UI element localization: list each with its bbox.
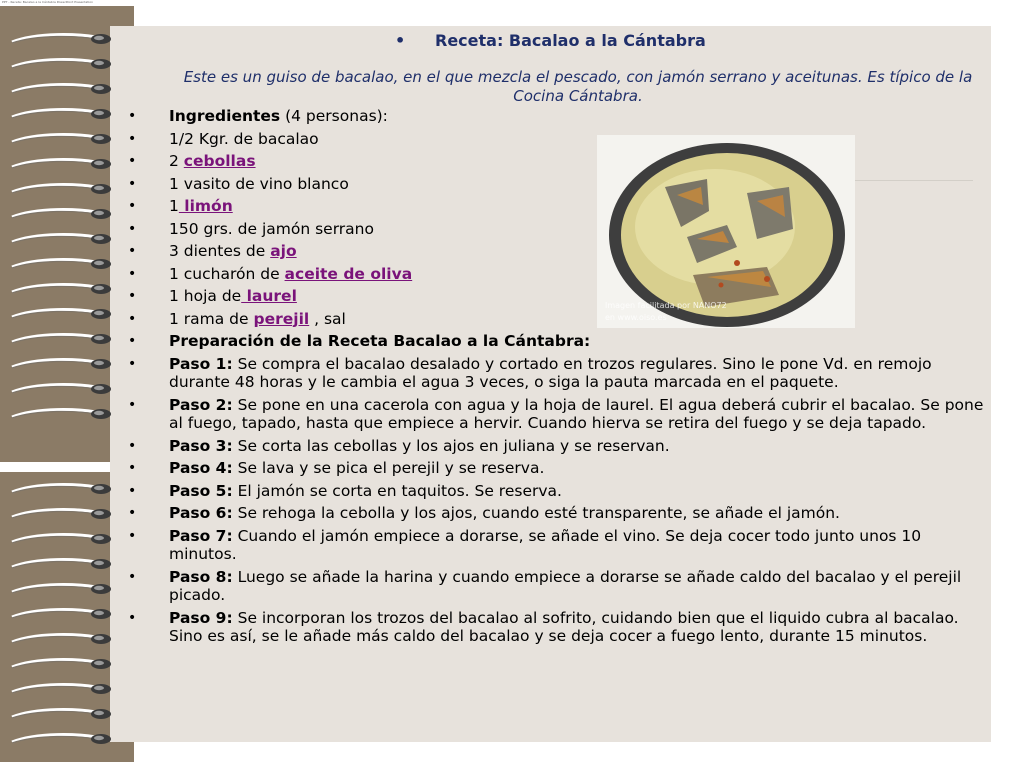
list-item-step (128, 437, 990, 456)
bullet-icon: • (128, 265, 137, 282)
limon-link[interactable]: limón (178, 197, 233, 215)
spiral-ring (8, 605, 111, 623)
bullet-icon: • (128, 310, 137, 327)
step-text: Cuando el jamón empiece a dorarse, se añade el vino. Se deja cocer todo junto unos 10 minutos. (169, 526, 922, 563)
photo-credit-line1: Imagen facilitada por NANO72 (605, 301, 727, 310)
spiral-ring (8, 330, 111, 348)
ingredients-heading: Ingredientes (169, 107, 281, 125)
list-item-step (128, 609, 990, 646)
step-text: Se pone en una cacerola con agua y la hoja de laurel. El agua deberá cubrir el bacalao. Se pone al fuego, tapado, hasta que empiece a hervir. Cuando hierva se retira del fuego y se deja tapado. (169, 395, 984, 432)
bullet-icon: • (128, 175, 137, 192)
bullet-icon: • (128, 220, 137, 237)
ingredient-bacalao: 1/2 Kgr. de bacalao (169, 129, 319, 148)
list-item-step (128, 527, 990, 564)
step-label: Paso 5: (169, 481, 233, 500)
list-item-limon (128, 197, 990, 216)
bullet-icon: • (128, 243, 137, 259)
step-label: Paso 2: (169, 395, 233, 414)
ingredient-vino: 1 vasito de vino blanco (169, 174, 349, 193)
spiral-ring (8, 480, 111, 498)
list-item-step (128, 504, 990, 523)
bullet-icon: • (128, 198, 137, 214)
bullet-icon: • (128, 437, 137, 454)
list-item-cebollas (128, 152, 990, 171)
bullet-icon: • (128, 333, 137, 349)
recipe-list (128, 107, 990, 650)
ingredient-laurel-prefix: 1 hoja de (169, 287, 242, 305)
bullet-icon: • (128, 396, 137, 413)
spiral-ring (8, 680, 111, 698)
perejil-link[interactable]: perejil (253, 309, 310, 328)
step-label: Paso 1: (169, 354, 233, 373)
spiral-ring (8, 630, 111, 648)
ingredient-aceite-prefix: 1 cucharón de (169, 264, 285, 283)
recipe-title: Receta: Bacalao a la Cántabra (435, 31, 706, 50)
list-item-step (128, 482, 990, 501)
bullet-icon: • (128, 568, 137, 585)
step-label: Paso 8: (169, 567, 233, 586)
list-item-ajo (128, 242, 990, 261)
list-item-preparation-heading (128, 332, 990, 351)
step-label: Paso 3: (169, 436, 233, 455)
spiral-ring (8, 505, 111, 523)
list-item-perejil (128, 310, 990, 329)
step-text: El jamón se corta en taquitos. Se reserva. (232, 481, 562, 500)
spiral-ring (8, 230, 111, 248)
spiral-ring (8, 405, 111, 423)
ingredient-limon-prefix: 1 (169, 197, 179, 215)
list-item-ingredients-heading (128, 107, 990, 126)
ingredient-perejil-prefix: 1 rama de (169, 309, 254, 328)
spiral-ring (8, 155, 111, 173)
spiral-ring (8, 555, 111, 573)
spiral-ring (8, 80, 111, 98)
bullet-icon: • (128, 108, 137, 124)
ingredient-jamon: 150 grs. de jamón serrano (169, 219, 374, 238)
spiral-ring (8, 380, 111, 398)
step-label: Paso 6: (169, 504, 233, 522)
ingredient-cebollas-prefix: 2 (169, 152, 184, 170)
list-item-vino (128, 175, 990, 194)
spiral-ring (8, 205, 111, 223)
bullet-icon: • (395, 31, 406, 50)
step-text: Se rehoga la cebolla y los ajos, cuando esté transparente, se añade el jamón. (232, 504, 840, 522)
step-text: Luego se añade la harina y cuando empiece a dorarse se añade caldo del bacalao y el perejil picado. (169, 567, 962, 604)
bullet-icon: • (128, 609, 137, 626)
spiral-ring (8, 730, 111, 748)
step-label: Paso 7: (169, 526, 233, 545)
spiral-ring (8, 655, 111, 673)
preparation-heading: Preparación de la Receta Bacalao a la Cántabra: (169, 332, 591, 350)
list-item-step (128, 355, 990, 392)
step-text: Se compra el bacalao desalado y cortado en trozos regulares. Sino le pone Vd. en remojo durante 48 horas y le cambia el agua 3 veces, o siga la pauta marcada en el paquete. (169, 354, 932, 391)
spiral-ring (8, 530, 111, 548)
spiral-ring (8, 705, 111, 723)
spiral-ring (8, 355, 111, 373)
bullet-icon: • (128, 288, 137, 304)
laurel-link[interactable]: laurel (241, 287, 297, 305)
spiral-ring (8, 305, 111, 323)
list-item-aceite (128, 265, 990, 284)
spiral-ring (8, 580, 111, 598)
spiral-ring (8, 280, 111, 298)
ingredient-perejil-suffix: , sal (309, 309, 346, 328)
photo-credit-line2: en www.oiso.es (605, 313, 667, 322)
step-label: Paso 4: (169, 459, 233, 477)
recipe-intro: Este es un guiso de bacalao, en el que mezcla el pescado, con jamón serrano y aceitunas. Es típico de la Cocina Cántabra. (183, 68, 973, 105)
bullet-icon: • (128, 460, 137, 476)
step-text: Se incorporan los trozos del bacalao al sofrito, cuidando bien que el liquido cubra al bacalao. Sino es así, se le añade más caldo del bacalao y se deja cocer a fuego lento, durante 15 minutos. (169, 608, 959, 645)
spiral-ring (8, 255, 111, 273)
step-label: Paso 9: (169, 608, 233, 627)
spiral-ring (8, 55, 111, 73)
list-item-step (128, 396, 990, 433)
ajo-link[interactable]: ajo (270, 242, 297, 260)
spiral-ring (8, 30, 111, 48)
aceite-de-oliva-link[interactable]: aceite de oliva (284, 264, 413, 283)
bullet-icon: • (128, 153, 137, 169)
ingredients-heading-suffix: (4 personas): (280, 107, 388, 125)
list-item-step (128, 459, 990, 478)
step-text: Se corta las cebollas y los ajos en juliana y se reservan. (232, 436, 670, 455)
spiral-ring (8, 180, 111, 198)
bullet-icon: • (128, 130, 137, 147)
list-item-bacalao (128, 130, 990, 149)
spiral-ring (8, 105, 111, 123)
list-item-laurel (128, 287, 990, 306)
list-item-jamon (128, 220, 990, 239)
ingredient-ajo-prefix: 3 dientes de (169, 242, 271, 260)
cebollas-link[interactable]: cebollas (183, 152, 256, 170)
step-text: Se lava y se pica el perejil y se reserva. (232, 459, 545, 477)
bullet-icon: • (128, 527, 137, 544)
bullet-icon: • (128, 482, 137, 499)
list-item-step (128, 568, 990, 605)
bullet-icon: • (128, 355, 137, 372)
spiral-ring (8, 130, 111, 148)
header-fineprint: PPT - Receta: Bacalao a la Cántabra PowerPoint Presentation (2, 0, 94, 4)
bullet-icon: • (128, 505, 137, 521)
